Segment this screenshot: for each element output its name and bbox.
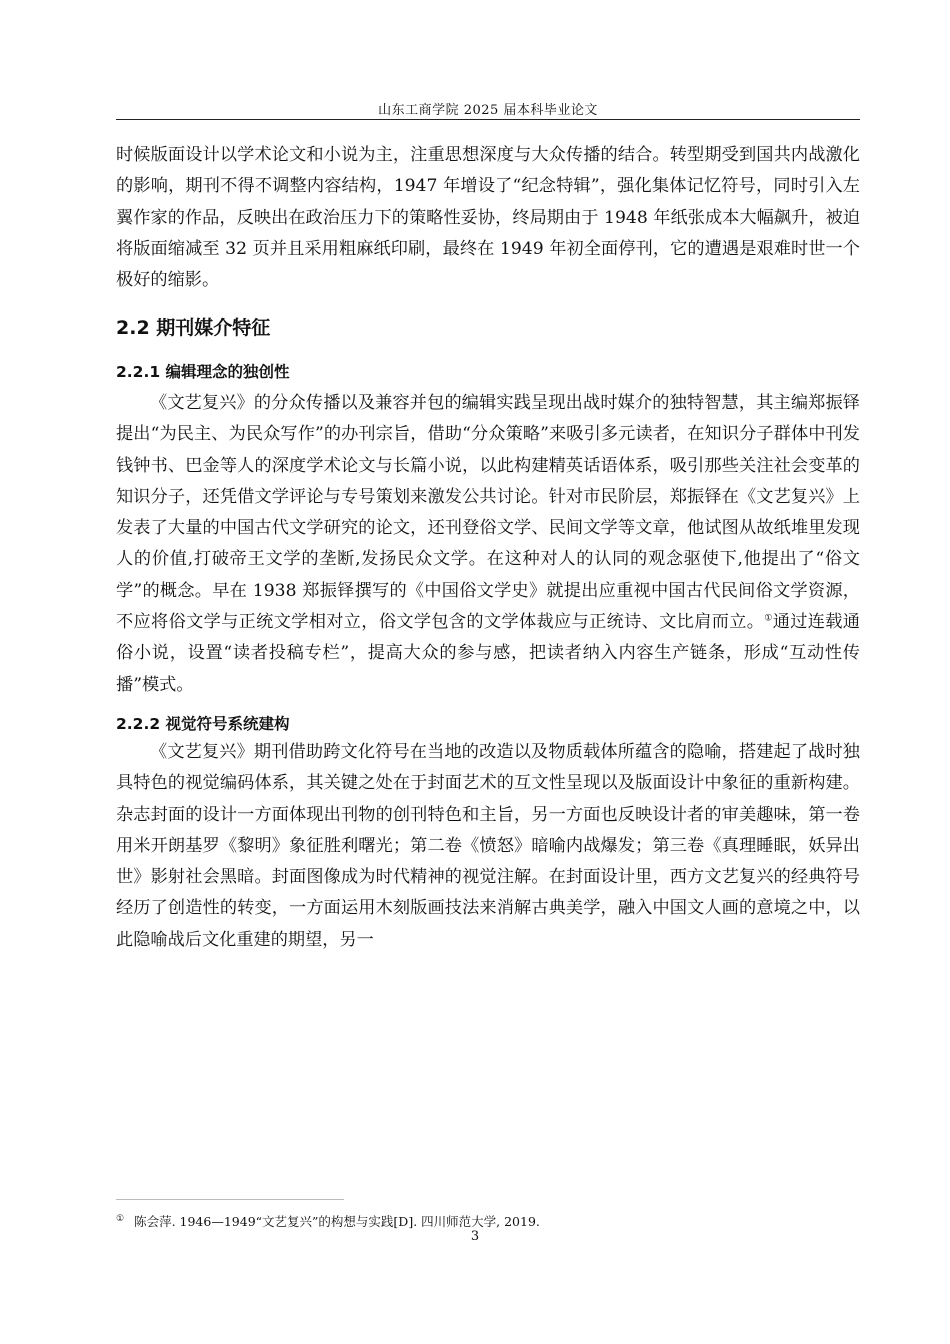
footnote-divider <box>116 1199 344 1200</box>
header-divider <box>116 119 860 120</box>
paragraph-visual: 《文艺复兴》期刊借助跨文化符号在当地的改造以及物质载体所蕴含的隐喻，搭建起了战时独具特色的视觉编码体系，其关键之处在于封面艺术的互文性呈现以及版面设计中象征的重新构建。杂志封面的设计一方面体现出刊物的创刊特色和主旨，另一方面也反映设计者的审美趣味，第一卷用米开朗基罗《黎明》象征胜利曙光；第二卷《愤怒》暗喻内战爆发；第三卷《真理睡眠，妖异出世》影射社会黑暗。封面图像成为时代精神的视觉注解。在封面设计里，西方文艺复兴的经典符号经历了创造性的转变，一方面运用木刻版画技法来消解古典美学，融入中国文人画的意境之中，以此隐喻战后文化重建的期望，另一 <box>116 742 860 950</box>
section-heading: 2.2 期刊媒介特征 <box>116 317 271 339</box>
paragraph-editorial-text: 《文艺复兴》的分众传播以及兼容并包的编辑实践呈现出战时媒介的独特智慧，其主编郑振铎提出“为民主、为民众写作”的办刊宗旨，借助“分众策略”来吸引多元读者，在知识分子群体中刊发钱钟书、巴金等人的深度学术论文与长篇小说，以此构建精英话语体系，吸引那些关注社会变革的知识分子，还凭借文学评论与专号策划来激发公共讨论。针对市民阶层，郑振铎在《文艺复兴》上发表了大量的中国古代文学研究的论文，还刊登俗文学、民间文学等文章，他试图从故纸堆里发现人的价值,打破帝王文学的垄断,发扬民众文学。在这种对人的认同的观念驱使下,他提出了“俗文学”的概念。早在 1938 郑振铎撰写的《中国俗文学史》就提出应重视中国古代民间俗文学资源，不应将俗文学与正统文学相对立，俗文学包含的文学体裁应与正统诗、文比肩而立。 <box>116 393 860 633</box>
page-header: 山东工商学院 2025 届本科毕业论文 <box>378 103 598 118</box>
page-number: 3 <box>470 1229 480 1244</box>
footnote <box>116 1212 540 1230</box>
footnote-text: 陈会萍. 1946—1949“文艺复兴”的构想与实践[D]. 四川师范大学, 2019. <box>134 1214 540 1229</box>
paragraph-editorial-tail: 通过连载通俗小说，设置“读者投稿专栏”，提高大众的参与感，把读者纳入内容生产链条，形成“互动性传播”模式。 <box>116 612 860 695</box>
paragraph-editorial <box>116 388 860 701</box>
footnote-mark: ① <box>116 1213 125 1224</box>
paragraph-intro: 时候版面设计以学术论文和小说为主，注重思想深度与大众传播的结合。转型期受到国共内战激化的影响，期刊不得不调整内容结构，1947 年增设了“纪念特辑”，强化集体记忆符号，同时引入左翼作家的作品，反映出在政治压力下的策略性妥协，终局期由于 1948 年纸张成本大幅飙升，被迫将版面缩减至 32 页并且采用粗麻纸印刷，最终在 1949 年初全面停刊，它的遭遇是艰难时世一个极好的缩影。 <box>116 145 860 291</box>
subsection-heading-visual: 2.2.2 视觉符号系统建构 <box>116 715 290 733</box>
subsection-heading-editorial: 2.2.1 编辑理念的独创性 <box>116 363 290 381</box>
footnote-reference[interactable]: ① <box>764 613 773 624</box>
